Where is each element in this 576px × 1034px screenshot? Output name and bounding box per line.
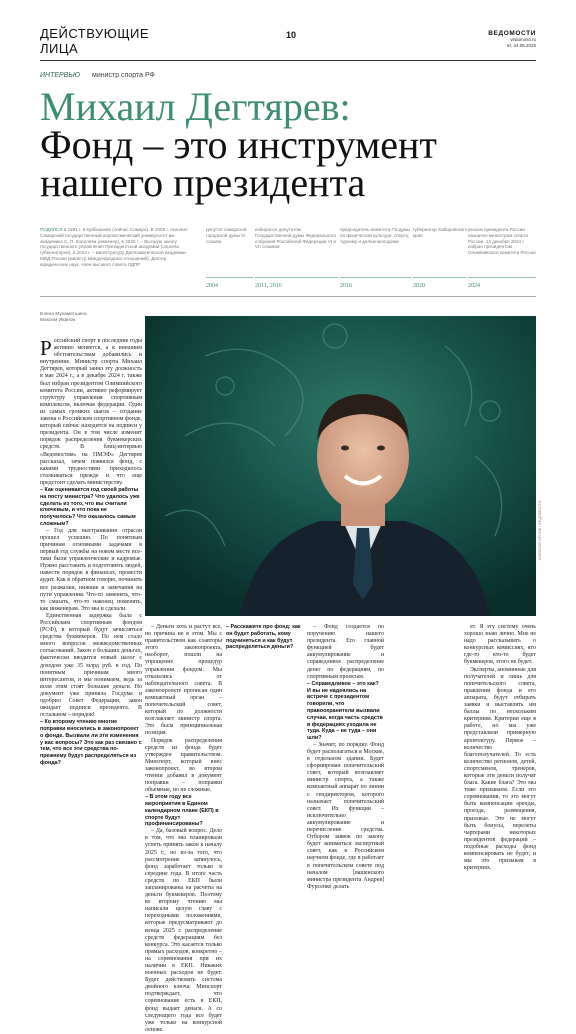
- brand-block: [488, 30, 536, 49]
- answer-paragraph: Единственная задержка была с Российским спортивным фондом (РСФ), в который будут зачисляться средства букмекеров. По нем стало много вопросов межведомственных согласований. Закон о больших деньгах, фактически вводится новый налог с доходом уже 35 млрд руб. в год. По понятным причинам много интересантов, и мы понимаем, ведь за всем этим стоят большие деньги. Но документ уже приняла Госдума и одобрил Совет Федерации, закон ожидает подписи президента. В остальном – порядок!: [40, 612, 142, 719]
- timeline-item: избирался депутатом Государственной думы Федерального собрания Российской Федерации VI и VII созывов: [255, 227, 337, 250]
- article-column-2: [145, 624, 222, 1033]
- header-divider: [40, 60, 536, 61]
- answer-paragraph: – Фонд создается по поручению нашего президента. Его главной функцией будет аккумулирование и справедливое распределение денег по федерациям, по спортивным проектам.: [307, 624, 384, 680]
- question: – Ко второму чтению многие поправки вносились в законопроект о фонде. Вызвали ли эти изменения у вас вопросы? Это как раз связано с тем, что все эти средства по-прежнему будут распределяться из фонда?: [40, 719, 142, 767]
- portrait-photo: [145, 316, 536, 616]
- author-name: Максим Иванов: [40, 318, 76, 323]
- answer-paragraph: – Значит, по порядку. Фонд будет располагаться в Москве, в отдельном здании. Будет сформирован попечительский совет, который возглавляет министр спорта, а также компактный аппарат по линии с гендиректором, которого назначает попечительский совет. Их функции – исключительно аккумулирование и перечисление средства. Отбором заявок по закону будет заниматься экспертный совет, как в Российском научном фонде, где в работает в попечительском совете под началом [вашенского министра президента Андрея] Фурсенко делать: [307, 741, 384, 890]
- portrait-illustration: [145, 316, 536, 616]
- timeline-year: 2020: [413, 283, 425, 289]
- timeline-year: 2016: [340, 283, 352, 289]
- timeline-item: председатель комитета Госдумы по физической культуре, спорту, туризму и делам молодежи: [340, 227, 410, 244]
- author-name: Елена Мухаметшина: [40, 312, 87, 317]
- answer-paragraph: – Да, базовый вопрос. Дело в том, что мы планировали успеть принять закон к началу 2025 г., но из-за того, что рассмотрение затянулось, фонд заработает только в середине года. В итоге часть средств по ЕКП были запланированы на расчеты на деньги букмекеров. Поэтому ко второму чтению мы написали целую главу с переходными положениями, которые предусматривают до конца 2025 г. распределение средств федерациям без конкурса. Это касается только прямых расходов, конкретно – на соревнования при их наличии в ЕКП. Никаких военных расходов не будет. Будет действовать система двойного ключа: Минспорт подтверждает, что соревнование есть в ЕКП, фонд выдает деньги. А со следующего года все будет уже только на конкурсной основе.: [145, 828, 222, 1033]
- timeline-item: губернатор Хабаровского края: [413, 227, 468, 238]
- timeline-year: 2024: [468, 283, 480, 289]
- page-number: 10: [286, 30, 297, 40]
- article-column-1: [40, 338, 142, 808]
- bio-text: в 1981 г. в Куйбышеве (сейчас Самара). В 2005 г. окончил Самарский государственный аэрокосмический университет им. академика С. П. Королева (инженер), в 2020 г. – Высшую школу государственного управления Президентской академии (ununeta губернаторов), в 2024 г. – магистратуру Дипломатической академии МИД России (магистр международных отношений). Доктор юридических наук, член высшего совета ЛДПР: [40, 227, 188, 267]
- answer-paragraph: – Год для выстраивания отрасли прошел успешно. По понятным причинам основными задачами в первый год службы на новом месте все-таки были управленческие и кадровые. Нужно расставить и подготовить людей, навести порядок в финансах, провести аудит. Как в обратном говорю, починить все разжалки, нижние и замечания на пути управления. Что-то заменить, что-то смазать, что-то наконец поменять, как инженерам. Это мы и сделали.: [40, 527, 142, 612]
- answer-paragraph: Эксперты, аноминные для получателей и лишь для попечительского совета, правлении фонда и его аппарата, будут отбирать заявки и выставлять им баллы по нескольким критериям. Критерии еще в работе, но мы уже представляли примерную архитектуру. Первое – количество благополучателей. То есть количество регионов, детей, спортсменов, тренеров, которые эти деньги получат блага. Какие блага? Это мы тоже призываем. Если это соревнования, то это могут быть компенсации аренды, проезда, размещения, призовые. Это не могут быть бонусы, перелеты чартерами некоторых президентов федераций – подобные расходы фонд компенсировать не будет, и мы это призывам в критериях.: [464, 666, 536, 872]
- bio-lead: РОДИЛСЯ: [40, 227, 63, 232]
- timeline-item: депутат самарской городской думы IV созыва: [206, 227, 247, 244]
- authors: [40, 312, 87, 324]
- timeline-divider: [40, 296, 536, 297]
- article-column-3: [226, 624, 303, 830]
- timeline-item: указом президента России назначен министром спорта России. 13 декабря 2024 г. избран президентом Олимпийского комитета России: [468, 227, 536, 256]
- drop-cap: Р: [40, 336, 52, 360]
- question: – Как оценивается год своей работы на посту министра? Что удалось уже сделать из того, что вы считали ключевым, и что пока не получилось? Что оказалось самым сложным?: [40, 486, 140, 527]
- brand-date: вт, 24.06.2025: [507, 43, 536, 48]
- timeline-rule: [255, 277, 338, 278]
- timeline-year: 2011, 2016: [255, 283, 282, 289]
- rubric: [40, 72, 155, 79]
- brand-site: vedomosti.ru: [510, 37, 536, 42]
- article-lead: оссийский спорт в последние годы активно меняется, а к внешним обстоятельствам добавились и внутренние. Министр спорта Михаил Дегтярев, который занял эту должность в мае 2024 г., а в декабре 2024 г. также был избран президентом Олимпийского комитета России, активно реформирует структуру управления спортивным комплексом, включая федерации. Один из самых громких шагов – создание закона о Российском спортивном фонде, который сейчас находится на подписи у президента. Он в том числе изменит порядок распределения букмекерских средств. В блиц-интервью «Ведомостям» на ПМЭФ» Дегтярев рассказал, зачем появился фонд, с какими трудностями приходилось сталкиваться прежде и что еще предстоит сделать министерству.: [40, 338, 142, 486]
- section-title: ДЕЙСТВУЮЩИЕ ЛИЦА: [40, 26, 150, 56]
- timeline-rule: [340, 277, 411, 278]
- timeline-rule: [468, 277, 536, 278]
- question: – В этом году все мероприятия в Едином календарном плане (ЕКП) в спорте будут профинансированы?: [145, 794, 219, 828]
- headline-line-2: Фонд – это инструмент: [40, 122, 437, 167]
- headline-line-3: нашего президента: [40, 160, 366, 205]
- question: – Справедливое – это как? И вы не надеялись на встрече с президентом говорили, что правоохранители вызвали случаи, когда часть средств в федерациях уходила не туда. Куда – не туда – они шли?: [307, 680, 383, 742]
- rubric-type: ИНТЕРВЬЮ: [40, 72, 81, 79]
- timeline-rule: [206, 277, 253, 278]
- headline: [40, 84, 437, 205]
- bio-block: [40, 227, 190, 268]
- timeline-year: 2004: [206, 283, 218, 289]
- answer-paragraph: – Деньги хоть и растут все, но причина не в этом. Мы с правительством как соавторы этого законопроекта, наоборот, пошли на упрощение процедур управления фондом. Мы отказались от наблюдательного совета. В законопроекте прописан один компактный орган – попечительский совет, который по должности возглавляет министр спорта. Это была принципиальная позиция.: [145, 624, 222, 737]
- question: – Расскажите про фонд: как он будет работать, кому подчиняться и как будут распределяться деньги?: [226, 624, 301, 651]
- answer-paragraph: ет. Я эту систему очень хорошо знаю лично. Мне не надо рассказывать о конкурсных комиссиях, кто где-то кто-то будет букмекеров, этого не будет.: [464, 624, 536, 666]
- headline-line-1: Михаил Дегтярев:: [40, 84, 351, 129]
- article-column-4: [307, 624, 384, 890]
- rubric-subject: министр спорта РФ: [92, 72, 155, 79]
- answer-paragraph: Порядок распределения средств из фонда будет утвержден правительством. Минспорт, который внес законопроект, во втором чтении добавил в документ поправки – поправки объемные, но не сложные.: [145, 737, 222, 794]
- timeline-rule: [413, 277, 466, 278]
- brand-logo: ВЕДОМОСТИ: [488, 30, 536, 37]
- article-column-6: [464, 624, 536, 872]
- photo-credit: АЛЕКСЕЙ ОРЛОВ / ВЕДОМОСТИ: [538, 500, 542, 560]
